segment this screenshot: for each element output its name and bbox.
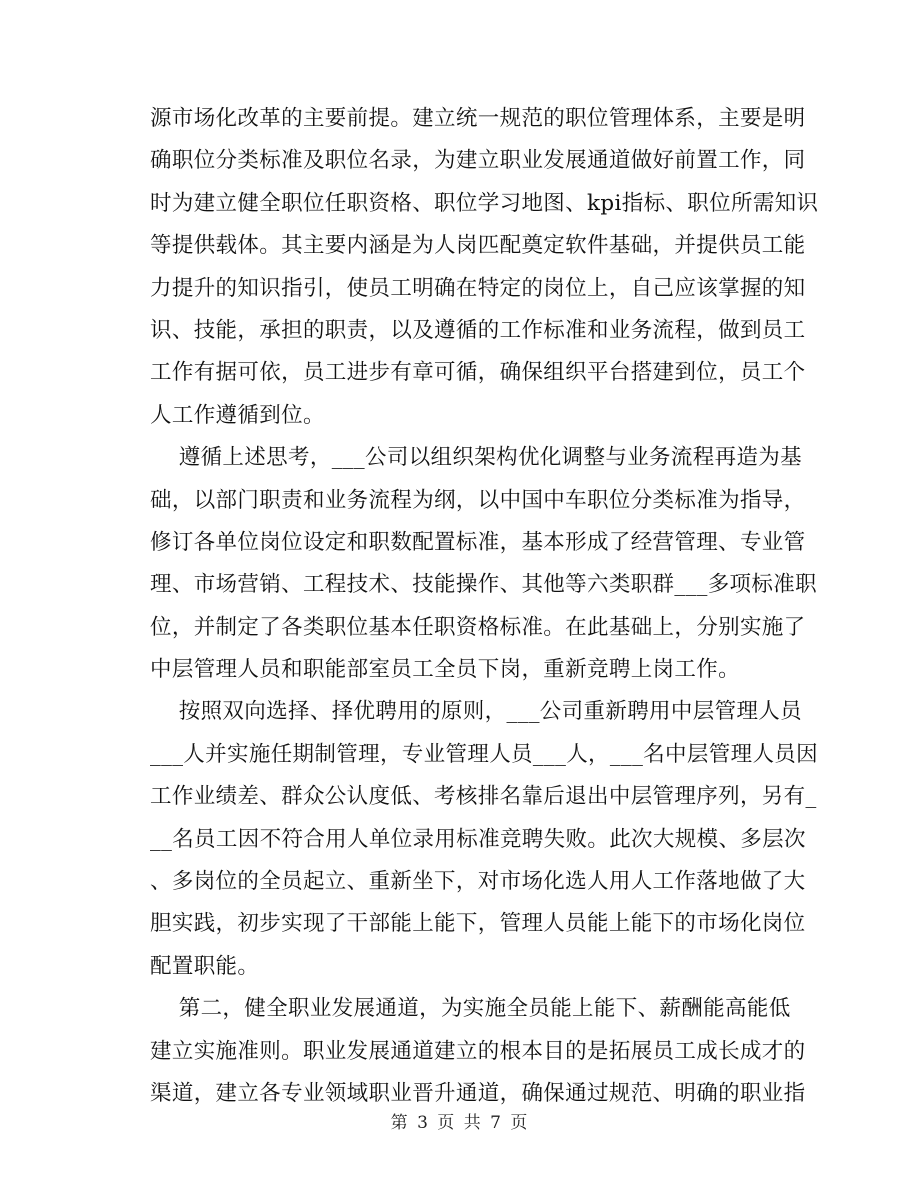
- text-line: 时为建立健全职位任职资格、职位学习地图、kpi指标、职位所需知识: [150, 190, 819, 216]
- text-line: 第二，健全职业发展通道，为实施全员能上能下、薪酬能高能低: [150, 996, 791, 1022]
- text-line: 建立实施准则。职业发展通道建立的根本目的是拓展员工成长成才的: [150, 1038, 806, 1064]
- text-line: 识、技能，承担的职责，以及遵循的工作标准和业务流程，做到员工: [150, 317, 806, 343]
- text-line: 、多岗位的全员起立、重新坐下，对市场化选人用人工作落地做了大: [150, 869, 806, 895]
- text-line: 确职位分类标准及职位名录，为建立职业发展通道做好前置工作，同: [150, 148, 806, 174]
- text-line: 遵循上述思考，___公司以组织架构优化调整与业务流程再造为基: [150, 445, 802, 471]
- text-line: 配置职能。: [150, 953, 260, 979]
- text-line: 人工作遵循到位。: [150, 402, 325, 428]
- text-line: ___人并实施任期制管理，专业管理人员___人，___名中层管理人员因: [150, 741, 819, 767]
- text-line: 工作业绩差、群众公认度低、考核排名靠后退出中层管理序列，另有_: [150, 784, 817, 810]
- text-line: __名员工因不符合用人单位录用标准竞聘失败。此次大规模、多层次: [150, 826, 806, 852]
- text-line: 工作有据可依，员工进步有章可循，确保组织平台搭建到位，员工个: [150, 360, 806, 386]
- document-body: [150, 98, 819, 1115]
- text-line: 力提升的知识指引，使员工明确在特定的岗位上，自己应该掌握的知: [150, 275, 806, 301]
- text-line: 中层管理人员和职能部室员工全员下岗，重新竞聘上岗工作。: [150, 657, 740, 683]
- text-line: 渠道，建立各专业领域职业晋升通道，确保通过规范、明确的职业指: [150, 1080, 806, 1106]
- text-line: 按照双向选择、择优聘用的原则，___公司重新聘用中层管理人员: [150, 699, 802, 725]
- text-line: 等提供载体。其主要内涵是为人岗匹配奠定软件基础，并提供员工能: [150, 233, 806, 259]
- text-line: 础，以部门职责和业务流程为纲，以中国中车职位分类标准为指导，: [150, 487, 806, 513]
- text-line: 源市场化改革的主要前提。建立统一规范的职位管理体系，主要是明: [150, 106, 806, 131]
- text-line: 修订各单位岗位设定和职数配置标准，基本形成了经营管理、专业管: [150, 529, 806, 555]
- text-line: 位，并制定了各类职位基本任职资格标准。在此基础上，分别实施了: [150, 614, 806, 640]
- text-line: 胆实践，初步实现了干部能上能下，管理人员能上能下的市场化岗位: [150, 911, 806, 937]
- text-line: 理、市场营销、工程技术、技能操作、其他等六类职群___多项标准职: [150, 572, 817, 598]
- page-number-footer: 第 3 页 共 7 页: [390, 1113, 530, 1133]
